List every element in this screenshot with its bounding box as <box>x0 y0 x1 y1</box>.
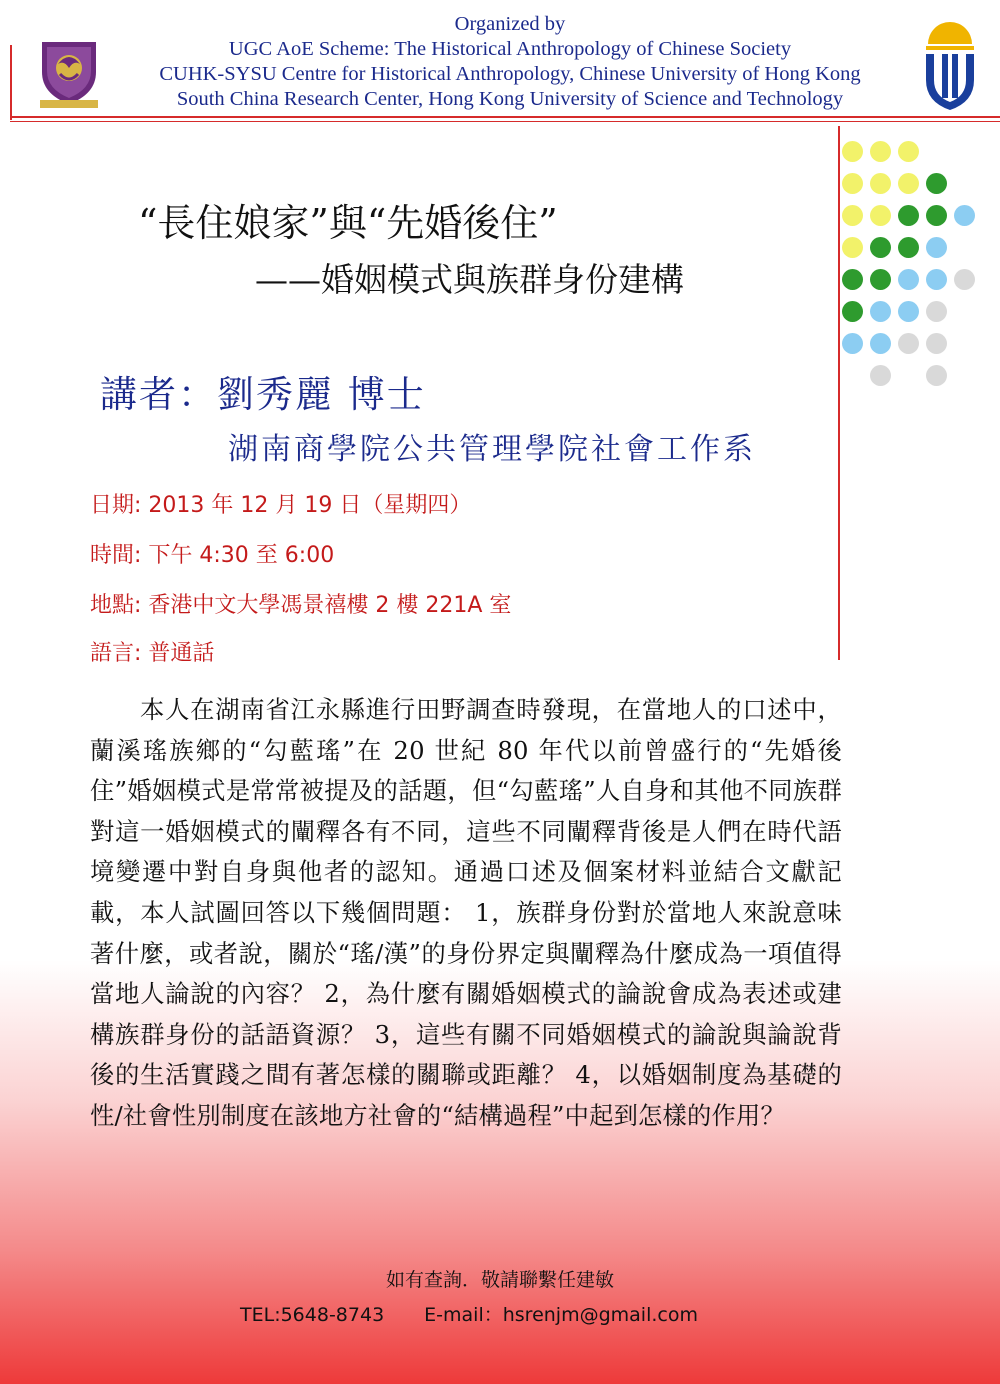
speaker-affiliation: 湖南商學院公共管理學院社會工作系 <box>228 432 756 467</box>
contact-details <box>240 1300 698 1327</box>
dot-green <box>898 205 919 226</box>
dot-green <box>926 173 947 194</box>
contact-phone: TEL:5648-8743 <box>240 1304 385 1326</box>
dot-yellow <box>870 205 891 226</box>
dot-blue <box>870 333 891 354</box>
talk-subtitle: ——婚姻模式與族群身份建構 <box>255 260 684 299</box>
dot-gray <box>954 269 975 290</box>
dot-blue <box>954 205 975 226</box>
dot-gray <box>926 333 947 354</box>
dot-green <box>870 269 891 290</box>
speaker-name: 講者：劉秀麗 博士 <box>100 373 426 416</box>
header-rule <box>10 116 1000 118</box>
abstract-paragraph: 本人在湖南省江永縣進行田野調查時發現，在當地人的口述中，蘭溪瑤族鄉的“勾藍瑤”在 20 世紀 80 年代以前曾盛行的“先婚後住”婚姻模式是常常被提及的話題，但“勾藍瑤”人自身和其他不同族群對這一婚姻模式的闡釋各有不同，這些不同闡釋背後是人們在時代語境變遷中對自身與他者的認知。通過口述及個案材料並結合文獻記載，本人試圖回答以下幾個問題： 1，族群身份對於當地人來說意味著什麼，或者說，關於“瑤/漢”的身份界定與闡釋為什麼成為一項值得當地人論說的內容？ 2，為什麼有關婚姻模式的論說會成為表述或建構族群身份的話語資源？ 3，這些有關不同婚姻模式的論說與論說背後的生活實踐之間有著怎樣的關聯或距離？ 4，以婚姻制度為基礎的性/社會性別制度在該地方社會的“結構過程”中起到怎樣的作用？ <box>90 695 842 1130</box>
dot-yellow <box>870 173 891 194</box>
event-date: 日期: 2013 年 12 月 19 日（星期四） <box>90 493 472 518</box>
dot-yellow <box>898 141 919 162</box>
dot-blue <box>898 301 919 322</box>
event-time: 時間: 下午 4:30 至 6:00 <box>90 543 335 568</box>
dot-blue <box>898 269 919 290</box>
organizer-line-hkust: South China Research Center, Hong Kong University of Science and Technology <box>176 88 844 110</box>
header-left-rule <box>10 45 12 120</box>
hkust-logo-icon <box>920 22 980 114</box>
talk-title: “長住娘家”與“先婚後住” <box>138 201 558 245</box>
dot-yellow <box>842 141 863 162</box>
vertical-rule <box>838 126 840 660</box>
cuhk-crest-icon <box>38 38 100 110</box>
dot-blue <box>870 301 891 322</box>
dot-yellow <box>842 237 863 258</box>
dot-green <box>870 237 891 258</box>
dot-blue <box>926 269 947 290</box>
organized-by-label: Organized by <box>454 13 566 35</box>
organizer-line-cuhk: CUHK-SYSU Centre for Historical Anthropology, Chinese University of Hong Kong <box>159 63 861 85</box>
dot-blue <box>842 333 863 354</box>
dot-gray <box>898 333 919 354</box>
dot-green <box>842 269 863 290</box>
dot-gray <box>870 365 891 386</box>
header-rule-thin <box>10 121 1000 122</box>
dot-green <box>898 237 919 258</box>
contact-enquiry: 如有查詢．敬請聯繫任建敏 <box>385 1269 614 1291</box>
dot-yellow <box>842 173 863 194</box>
dot-yellow <box>898 173 919 194</box>
contact-email[interactable]: E-mail：hsrenjm@gmail.com <box>424 1304 698 1326</box>
dot-gray <box>926 301 947 322</box>
dot-green <box>926 205 947 226</box>
dot-yellow <box>842 205 863 226</box>
dot-green <box>842 301 863 322</box>
dot-gray <box>926 365 947 386</box>
organizer-line-aoe: UGC AoE Scheme: The Historical Anthropology of Chinese Society <box>228 38 792 60</box>
event-venue: 地點: 香港中文大學馮景禧樓 2 樓 221A 室 <box>90 593 512 618</box>
dot-blue <box>926 237 947 258</box>
dot-yellow <box>870 141 891 162</box>
header-organizers <box>100 12 920 112</box>
event-language: 語言: 普通話 <box>90 641 215 666</box>
